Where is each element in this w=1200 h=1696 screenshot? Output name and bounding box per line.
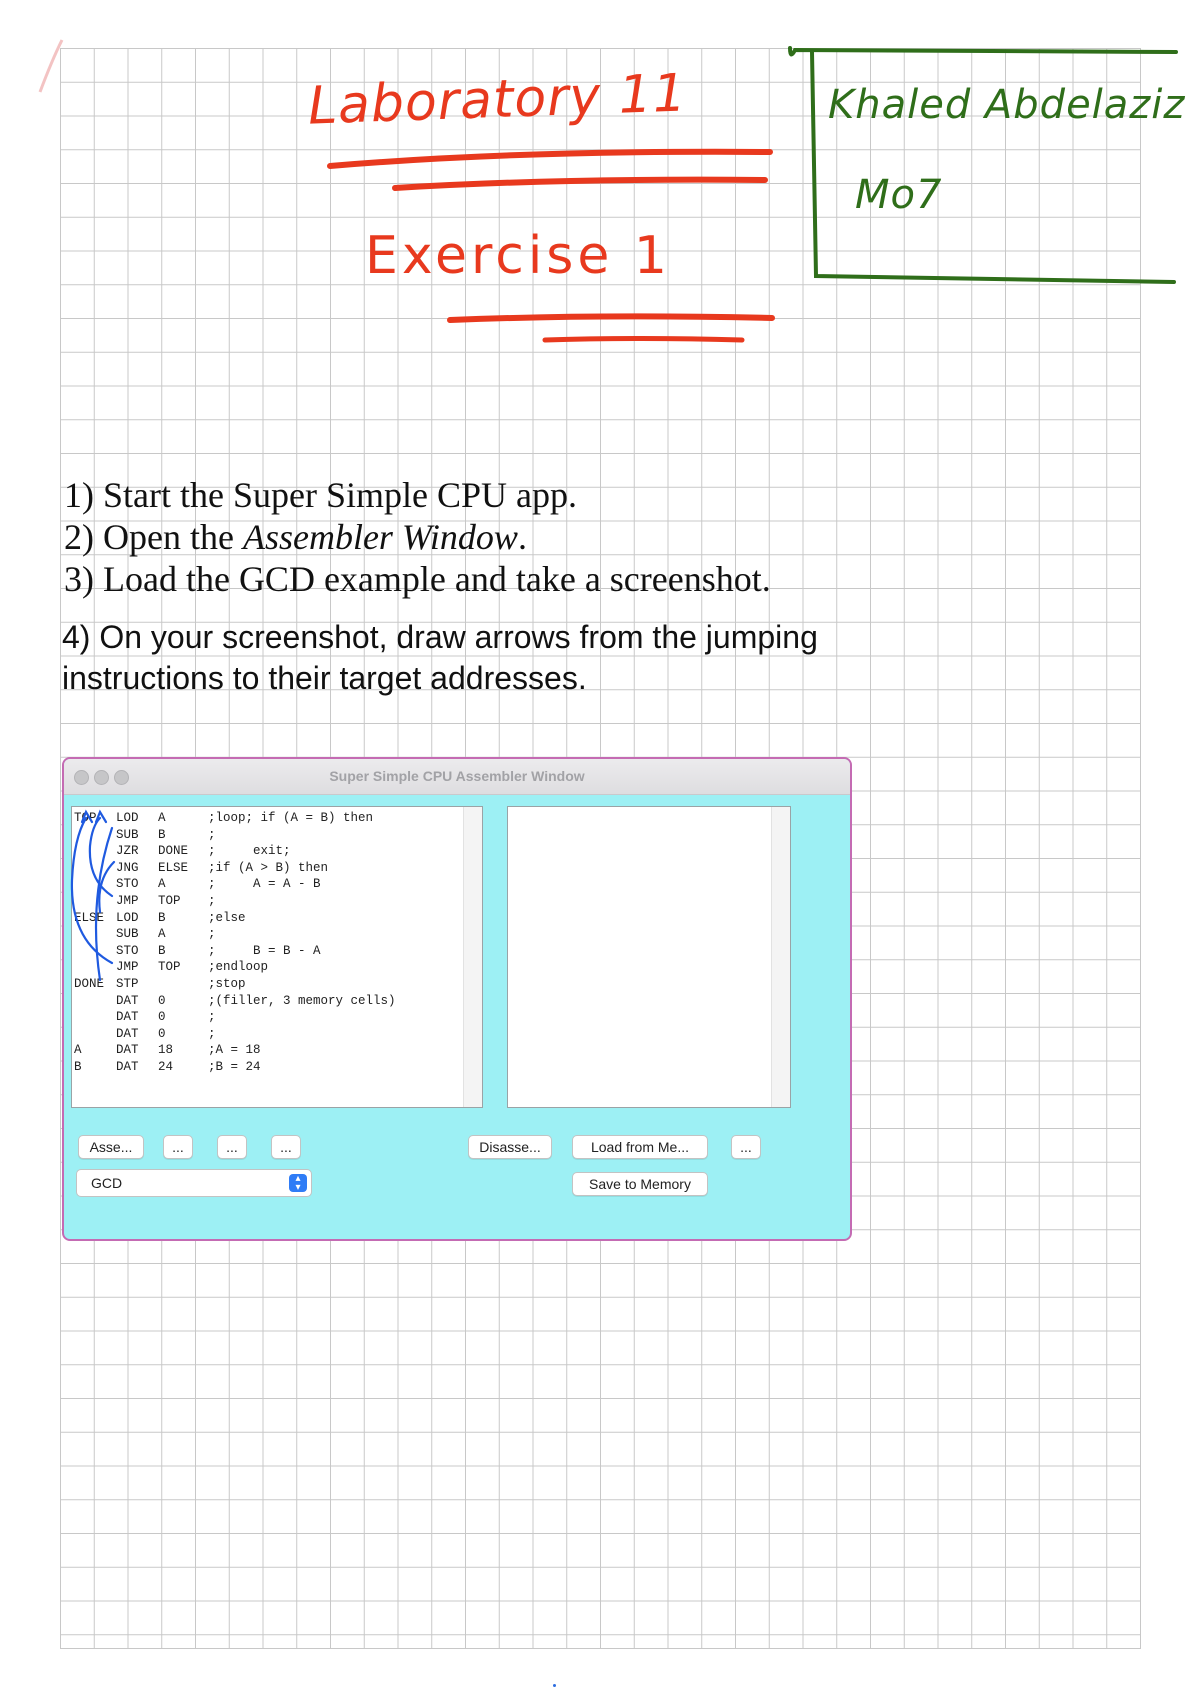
code-line [74,1009,396,1026]
code-operand: B [158,910,166,925]
code-comment: ; exit; [208,844,291,859]
code-line [74,993,396,1010]
code-line [74,827,396,844]
code-operand: B [158,943,166,958]
code-operand: 0 [158,1026,166,1041]
code-opcode: DAT [116,1026,139,1041]
code-opcode: LOD [116,910,139,925]
code-opcode: DAT [116,1043,139,1058]
code-operand: A [158,877,166,892]
code-label: A [74,1043,82,1058]
code-line [74,1026,396,1043]
step-4-text-line-2: instructions to their target addresses. [62,660,587,696]
code-operand: 18 [158,1043,174,1058]
code-comment: ; [208,893,216,908]
student-id: Mo7 [855,172,943,218]
code-line [74,1059,396,1076]
code-opcode: JMP [116,960,139,975]
code-operand: A [158,927,166,942]
window-title: Super Simple CPU Assembler Window [329,768,585,784]
code-opcode: DAT [116,1010,139,1025]
assembly-source-editor[interactable] [71,806,483,1108]
chevron-updown-icon: ▴ ▾ [289,1174,307,1192]
code-line [74,943,396,960]
student-name: Khaled Abdelaziz [828,82,1186,128]
code-comment: ; A = A - B [208,877,321,892]
code-opcode: JZR [116,844,139,859]
code-comment: ;A = 18 [208,1043,261,1058]
code-comment: ; B = B - A [208,943,321,958]
code-opcode: STP [116,976,139,991]
code-comment: ; [208,927,216,942]
code-operand: 0 [158,1010,166,1025]
code-opcode: DAT [116,993,139,1008]
code-listing [74,810,396,1076]
code-operand: DONE [158,844,189,859]
code-line [74,860,396,877]
assemble-button[interactable]: Asse... [78,1135,144,1159]
code-comment: ;(filler, 3 memory cells) [208,993,396,1008]
code-opcode: STO [116,877,139,892]
page-dot [553,1684,556,1687]
code-comment: ;stop [208,976,246,991]
code-comment: ; [208,827,216,842]
step-2-text: 2) Open the Assembler Window. [64,517,527,557]
code-opcode: LOD [116,811,139,825]
disassemble-button[interactable]: Disasse... [468,1135,552,1159]
code-operand: ELSE [158,860,189,875]
machine-code-output[interactable] [507,806,791,1108]
lab-title: Laboratory 11 [307,63,688,137]
code-label: TOP [74,811,97,825]
code-line [74,959,396,976]
save-to-memory-button[interactable]: Save to Memory [572,1172,708,1196]
code-comment: ;else [208,910,246,925]
step-1-text: 1) Start the Super Simple CPU app. [64,475,577,515]
code-comment: ; [208,1010,216,1025]
code-label: DONE [74,976,105,991]
code-line [74,893,396,910]
more-button-4[interactable]: ... [731,1135,761,1159]
code-comment: ;B = 24 [208,1059,261,1074]
more-button-2[interactable]: ... [217,1135,247,1159]
code-operand: 0 [158,993,166,1008]
code-comment: ;if (A > B) then [208,860,329,875]
code-line [74,810,396,827]
code-operand: 24 [158,1059,174,1074]
exercise-title: Exercise 1 [365,226,671,286]
code-comment: ;endloop [208,960,269,975]
code-opcode: SUB [116,927,139,942]
code-line [74,843,396,860]
more-button-1[interactable]: ... [163,1135,193,1159]
pink-mark [40,40,62,92]
step-3-text: 3) Load the GCD example and take a screenshot. [64,559,771,599]
load-from-memory-button[interactable]: Load from Me... [572,1135,708,1159]
code-line [74,1042,396,1059]
code-operand: TOP [158,893,181,908]
code-opcode: SUB [116,827,139,842]
code-line [74,926,396,943]
code-line [74,976,396,993]
code-line [74,876,396,893]
code-comment: ;loop; if (A = B) then [208,811,374,825]
code-opcode: JMP [116,893,139,908]
code-comment: ; [208,1026,216,1041]
code-line [74,910,396,927]
code-operand: B [158,827,166,842]
source-scrollbar[interactable] [463,807,482,1107]
code-operand: TOP [158,960,181,975]
output-scrollbar[interactable] [771,807,790,1107]
code-opcode: DAT [116,1059,139,1074]
code-label: ELSE [74,910,105,925]
example-select[interactable] [76,1169,312,1197]
code-label: B [74,1059,82,1074]
more-button-3[interactable]: ... [271,1135,301,1159]
step-4-text-line-1: 4) On your screenshot, draw arrows from the jumping [62,619,818,655]
window-titlebar [64,759,850,795]
code-opcode: STO [116,943,139,958]
code-opcode: JNG [116,860,139,875]
code-operand: A [158,811,166,825]
assembler-window [62,757,852,1241]
example-select-value: GCD [91,1175,123,1191]
